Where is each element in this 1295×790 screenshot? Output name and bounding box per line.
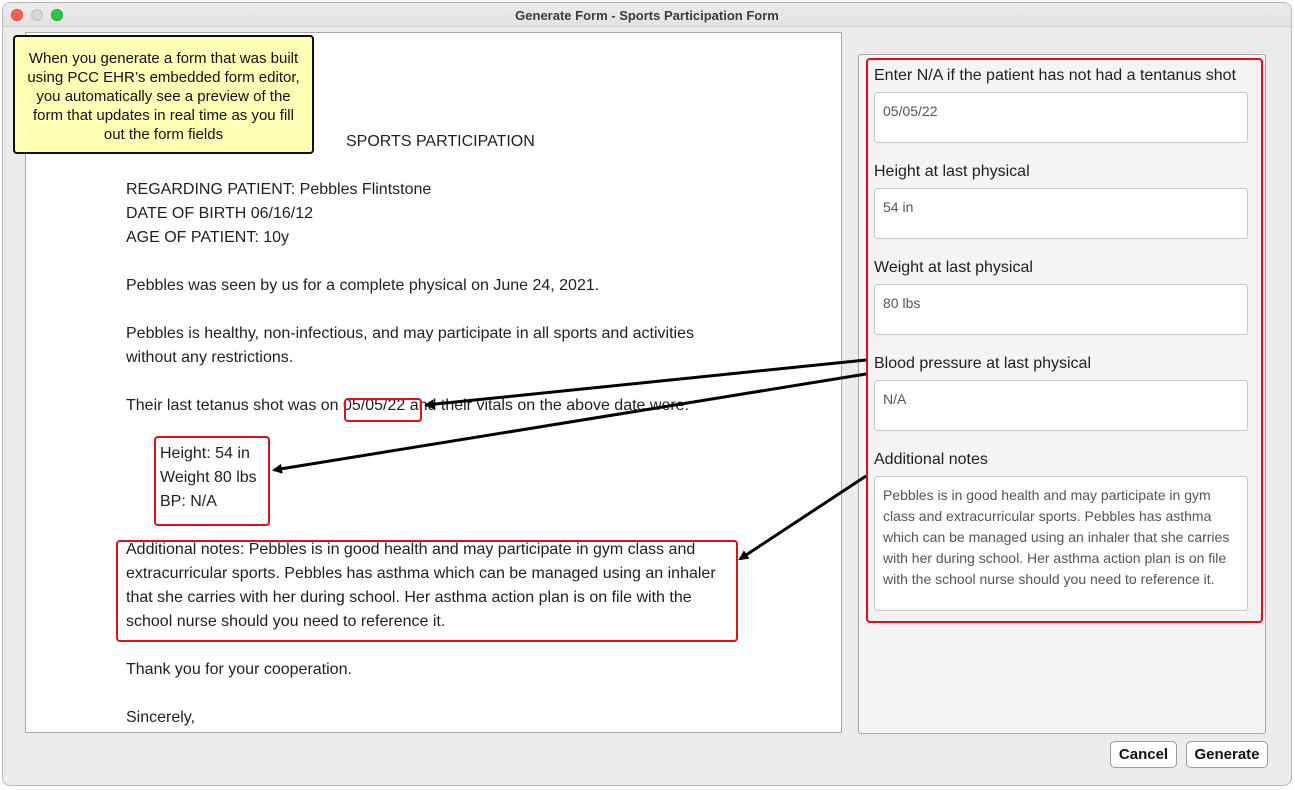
notes-field-label: Additional notes xyxy=(874,451,988,468)
thanks-line: Thank you for your cooperation. xyxy=(126,661,352,678)
arrow-to-vitals xyxy=(274,374,866,470)
height-field-label: Height at last physical xyxy=(874,163,1030,180)
height-input[interactable]: 54 in xyxy=(874,188,1248,239)
tetanus-suffix: and their vitals on the above date were: xyxy=(405,397,690,414)
bp-field-label: Blood pressure at last physical xyxy=(874,355,1091,372)
weight-input[interactable]: 80 lbs xyxy=(874,284,1248,335)
tetanus-field-label: Enter N/A if the patient has not had a tentanus shot xyxy=(874,67,1237,84)
physical-statement: Pebbles was seen by us for a complete physical on June 24, 2021. xyxy=(126,277,600,294)
window-title: Generate Form - Sports Participation Form xyxy=(515,8,779,23)
notes-line-4: school nurse should you need to reference it. xyxy=(126,613,446,630)
tetanus-input[interactable]: 05/05/22 xyxy=(874,92,1248,143)
vitals-weight: Weight 80 lbs xyxy=(160,469,257,486)
tetanus-prefix: Their last tetanus shot was on xyxy=(126,397,343,414)
notes-line-2: extracurricular sports. Pebbles has asthma which can be managed using an inhaler xyxy=(126,565,716,582)
cancel-button[interactable]: Cancel xyxy=(1110,741,1177,768)
notes-line-1: Additional notes: Pebbles is in good health and may participate in gym class and xyxy=(126,541,696,558)
healthy-statement-line-1: Pebbles is healthy, non-infectious, and may participate in all sports and activities xyxy=(126,325,695,342)
bp-input[interactable]: N/A xyxy=(874,380,1248,431)
vitals-bp: BP: N/A xyxy=(160,493,217,510)
arrow-to-notes xyxy=(740,476,866,559)
tetanus-date: 05/05/22 xyxy=(343,397,406,414)
sincerely-line: Sincerely, xyxy=(126,709,196,726)
weight-field-label: Weight at last physical xyxy=(874,259,1033,276)
vitals-height: Height: 54 in xyxy=(160,445,250,462)
notes-textarea[interactable]: Pebbles is in good health and may participate in gym class and extracurricular sports. Pebbles has asthma which can be managed using an inhaler that she carries with her during school. Her asthma action plan is on file with the school nurse should you need to reference it. xyxy=(874,476,1248,611)
document-title: SPORTS PARTICIPATION xyxy=(346,133,535,150)
preview-callout: When you generate a form that was built using PCC EHR’s embedded form editor, you automatically see a preview of the form that updates in real time as you fill out the form fields xyxy=(13,35,314,154)
date-of-birth: DATE OF BIRTH 06/16/12 xyxy=(126,205,314,222)
healthy-statement-line-2: without any restrictions. xyxy=(126,349,294,366)
arrow-to-tetanus-date xyxy=(426,360,866,405)
age-of-patient: AGE OF PATIENT: 10y xyxy=(126,229,289,246)
notes-line-3: that she carries with her during school. Her asthma action plan is on file with the xyxy=(126,589,692,606)
generate-button[interactable]: Generate xyxy=(1186,741,1268,768)
regarding-patient: REGARDING PATIENT: Pebbles Flintstone xyxy=(126,181,432,198)
